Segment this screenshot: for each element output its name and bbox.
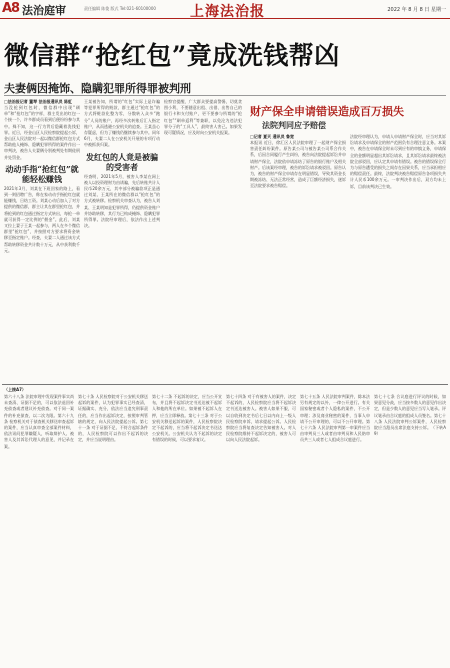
- article-body-4: 检察官提醒，广大群众要提高警惕，切莫贪图小利，不要随意出租、出借、出售自己的银行卡和支付账户，更不要参与所谓的“抢红包”“刷单返利”等兼职，以免沦为违法犯罪分子的“工具人”，最终害人害己。如果发现可疑情况，应及时向公安机关报案。: [164, 99, 242, 136]
- section-heading-1: 动动手指“抢红包”就能轻松赚钱: [5, 163, 79, 184]
- article-body-3: 经查明，2021年5月，被害人李某在网上被人以投资理财为由诱骗，先后转账共计人民币20余万元，其中部分被骗款项正是通过刘某、王某所在的微信群以“抢红包”的方式被转移。检察机关审查认为，被告人刘某、王某明知是犯罪所得，仍提供资金账户并协助转移，其行为已构成掩饰、隐瞒犯罪所得罪。法院经审理后，依法作出上述判决。: [84, 173, 160, 229]
- sidebar-column-2: [350, 134, 446, 381]
- article-byline: □法治报记者 董琴 法治报通讯员 陈虹: [4, 99, 72, 104]
- newspaper-logo: 上海法治报: [190, 4, 265, 20]
- article-body-2: 王某被告知，所谓的“红包”实际上是诈骗等犯罪所得的赃款，群主通过“抢红包”的方式将赃款化整为零，分散转入众多“跑分”人员的账户，再经多次转账后汇入指定账户，从而逃避公安机关的追查。王某虽心存疑虑，但为了赚钱仍继续参与其中。同年6月，夫妻二人在公安机关开展的专项行动中被抓获归案。: [84, 99, 160, 148]
- lower-text-5: 第七十五条 人民法院审判案件，除本法另有规定的以外，一律公开进行。有关国家秘密或者个人隐私的案件，不公开审理；涉及商业秘密的案件，当事人申请不公开审理的，可以不公开审理。第七十六条 人民法院审判第一审案件应当由审判员三人或者由审判员和人民陪审员共三人或者七人组成合议庭进行。: [300, 394, 370, 443]
- headline-rule: [4, 95, 446, 96]
- issue-date: 2022 年 8 月 8 日 星期一: [387, 7, 446, 13]
- lower-text-6: 第七十七条 合议庭进行评议的时候，如果意见分歧，应当按多数人的意见作出决定，但是少数人的意见应当写入笔录。评议笔录由合议庭的组成人员签名。第七十八条 人民法院审判公诉案件，人民检察院应当派员出席法庭支持公诉。（下转A9）: [374, 394, 446, 437]
- article-column-2: [84, 99, 160, 381]
- lower-divider: [2, 384, 448, 385]
- article-column-1: [4, 99, 80, 381]
- sidebar-headline: 财产保全申请错误造成百万损失: [250, 105, 404, 118]
- page-header: [0, 0, 450, 19]
- lower-column-6: [374, 394, 446, 644]
- section-heading-2: 发红包的人竟是被骗的受害者: [86, 151, 158, 172]
- sidebar-column-1: [250, 134, 346, 381]
- sidebar-byline: □记者 夏天 通讯员 鲁宽: [250, 134, 294, 139]
- lower-text-3: 第七十二条 不起诉的决定，应当公开宣布，并且将不起诉决定书送达被不起诉人和他的所在单位。如果被不起诉人在押，应当立即释放。第七十三条 对于公安机关移送起诉的案件，人民检察院决定不起诉的，应当将不起诉决定书送达公安机关。公安机关认为不起诉的决定有错误的时候，可以要求复议。: [152, 394, 222, 443]
- lower-text-4: 第七十四条 对于有被害人的案件，决定不起诉的，人民检察院应当将不起诉决定书送达被害人。被害人如果不服，可以自收到决定书后七日以内向上一级人民检察院申诉，请求提起公诉。人民检察院应当将复查决定告知被害人。对人民检察院维持不起诉决定的，被害人可以向人民法院起诉。: [226, 394, 296, 443]
- section-title: 法治庭审: [22, 4, 66, 17]
- continued-tag: （上接A7）: [4, 387, 26, 392]
- article-column-3: [164, 99, 242, 381]
- article-lead: 当没抢到红包时，微信群中出现“刷单”和“抢红包”的字样，群主发出的红包一个接一个，许多群成员看到后便纷纷参与其中。殊不知，这一行为背后隐藏着洗钱犯罪。近日，经金山区人民检察院提起公诉，金山区人民法院对一起以微信群抢红包方式帮助他人掩饰、隐瞒犯罪所得的案件作出一审判决，被告人夫妻俩分别被判处有期徒刑并处罚金。: [4, 105, 80, 160]
- article-body-1: 2021年3月，刘某在下班回家的路上，看到一则招聘广告，称在家动动手指抢红包就能赚钱，日结工资。刘某心动后加入了对方提供的微信群，群主让其在群里抢红包，并将抢到的红包通过指定方式转出，每抢一单就可获得一定比例的“佣金”。此后，刘某又拉上妻子王某一起参与，两人在多个微信群里“抢红包”，并按照对方要求将资金转移至指定账户。经查，夫妻二人通过该方式帮助转移资金共计数十万元，从中获利数千元。: [4, 185, 80, 253]
- lower-column-4: [226, 394, 296, 664]
- lower-column-2: [78, 394, 148, 664]
- sidebar-body-2: 法院经审理认为，申请人申请财产保全时，应当对其诉讼请求及申请保全的财产范围负有合理注意义务。本案中，被告在申请保全时未尽到应有的审慎义务，申请保全的金额明显超出其诉讼请求，且其诉讼请求最终被法院全部驳回，应认定其申请有错误。被告的错误保全行为与原告遭受的损失之间存在因果关系，应当承担相应的赔偿责任。最终，法院判决被告赔偿原告各项损失共计人民币100余万元。一审判决作出后，双方均未上诉，目前该判决已生效。: [350, 134, 446, 189]
- page-code: A8: [2, 1, 20, 16]
- lower-text-1: 第六十八条 法院审理中发现案件事实尚未查清、证据不足的，可以依法退回补充侦查或者建议补充侦查。对于同一案件的补充侦查，以二次为限。第六十九条 检察机关对于侦查机关移送审查起诉的案件，应当认真审查全部案件材料，依法讯问犯罪嫌疑人，听取辩护人、被害人及其诉讼代理人的意见，并记录在案。: [4, 394, 74, 449]
- main-subheadline: 夫妻俩因掩饰、隐瞒犯罪所得罪被判刑: [4, 82, 191, 95]
- sidebar-subheadline: 法院判同应予赔偿: [262, 121, 326, 130]
- lower-text-2: 第七十条 人民检察院对于公安机关移送起诉的案件，认为犯罪事实已经查清，证据确实、充分，依法应当追究刑事责任的，应当作出起诉决定，按照审判管辖的规定，向人民法院提起公诉。第七十一条 对于证据不足、不符合起诉条件的，人民检察院可以作出不起诉的决定，并应当说明理由。: [78, 394, 148, 443]
- lower-column-3: [152, 394, 222, 664]
- main-headline: 微信群“抢红包”竟成洗钱帮凶: [4, 41, 340, 70]
- sidebar-body-1: 本报讯 近日，徐汇区人民法院审理了一起财产保全损害责任纠纷案件。原告某公司与被告某公司系合作关系，后因合同履行产生纠纷，被告向法院提起诉讼并申请财产保全，法院依申请冻结了原告的银行账户及相关财产。后该案经审理，被告的诉讼请求被驳回。原告认为，被告的财产保全申请存在明显错误，导致其资金长期被冻结、无法正常经营，造成了巨额经济损失，遂诉至法院要求被告赔偿。: [250, 140, 346, 189]
- lower-column-1: [4, 394, 74, 664]
- editors-line: 责任编辑 陈俊 版式 Tel:021-60100000: [84, 6, 156, 11]
- lower-column-5: [300, 394, 370, 664]
